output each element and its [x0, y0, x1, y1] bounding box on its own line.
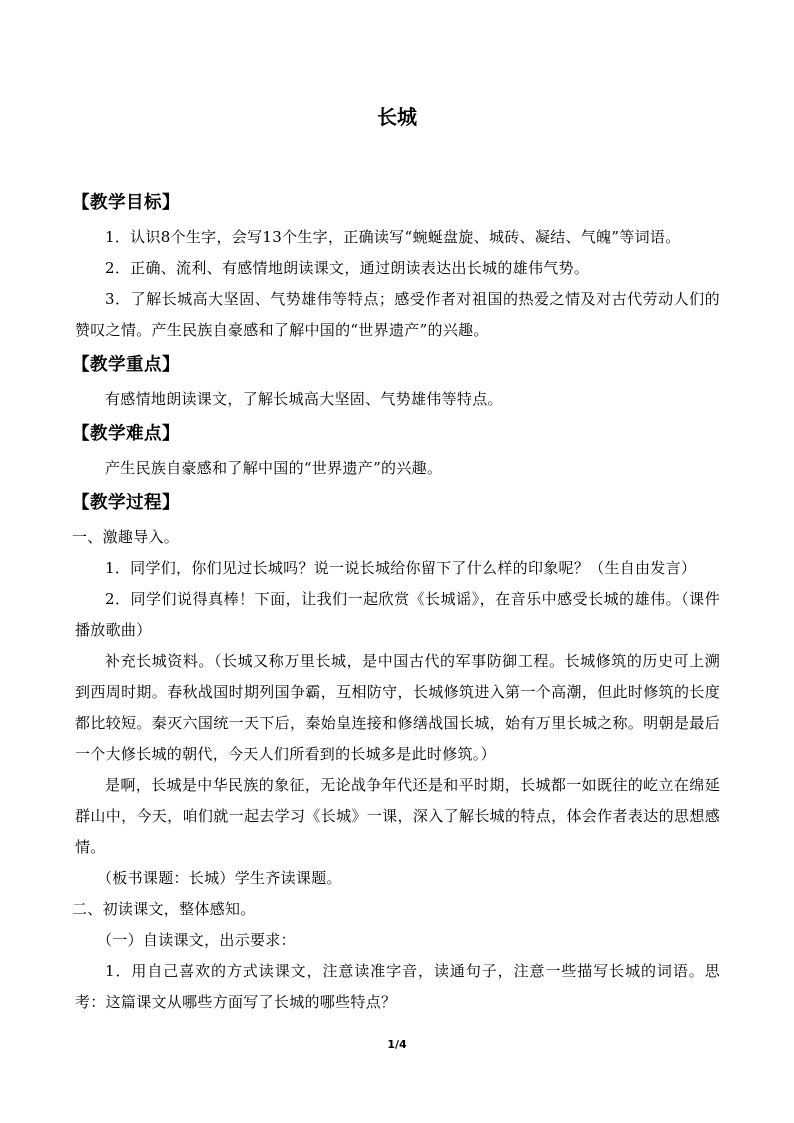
page-number: 1/4	[387, 1038, 407, 1051]
process-item: 2．同学们说得真棒！下面，让我们一起欣赏《长城谣》，在音乐中感受长城的雄伟。（课件播放歌曲）	[75, 590, 720, 639]
section-heading-key-points: 【教学重点】	[72, 355, 180, 375]
process-item: （一）自读课文，出示要求：	[97, 931, 296, 949]
key-points-text: 有感情地朗读课文，了解长城高大坚固、气势雄伟等特点。	[105, 390, 503, 408]
process-item: 1．用自己喜欢的方式读课文，注意读准字音，读通句子，注意一些描写长城的词语。思考：这篇课文从哪些方面写了长城的哪些特点？	[75, 962, 720, 1011]
document-title: 长城	[377, 105, 417, 129]
section-heading-process: 【教学过程】	[72, 493, 180, 513]
process-step-title: 一、激趣导入。	[72, 528, 180, 546]
process-item: 补充长城资料。（长城又称万里长城，是中国古代的军事防御工程。长城修筑的历史可上溯到西周时期。春秋战国时期列国争霸，互相防守，长城修筑进入第一个高潮，但此时修筑的长度都比较短。秦灭六国统一天下后，秦始皇连接和修缮战国长城，始有万里长城之称。明朝是最后一个大修长城的朝代，今天人们所看到的长城多是此时修筑。）	[75, 652, 720, 763]
objective-item: 2．正确、流利、有感情地朗读课文，通过朗读表达出长城的雄伟气势。	[105, 259, 590, 277]
section-heading-objectives: 【教学目标】	[72, 193, 180, 213]
process-item: 1．同学们，你们见过长城吗？说一说长城给你留下了什么样的印象呢？（生自由发言）	[105, 559, 697, 577]
document-body	[72, 188, 720, 1018]
objective-item: 3．了解长城高大坚固、气势雄伟等特点；感受作者对祖国的热爱之情及对古代劳动人们的赞叹之情。产生民族自豪感和了解中国的“世界遗产”的兴趣。	[75, 290, 720, 339]
process-item: （板书课题：长城）学生齐读课题。	[97, 869, 342, 887]
process-step-title: 二、初读课文，整体感知。	[72, 900, 256, 918]
difficulties-text: 产生民族自豪感和了解中国的“世界遗产”的兴趣。	[105, 459, 443, 477]
process-item: 是啊，长城是中华民族的象征，无论战争年代还是和平时期，长城都一如既往的屹立在绵延群山中，今天，咱们就一起去学习《长城》一课，深入了解长城的特点，体会作者表达的思想感情。	[75, 776, 720, 856]
objective-item: 1．认识8个生字，会写13个生字，正确读写“蜿蜒盘旋、城砖、凝结、气魄”等词语。	[105, 228, 681, 246]
section-heading-difficulties: 【教学难点】	[72, 424, 180, 444]
